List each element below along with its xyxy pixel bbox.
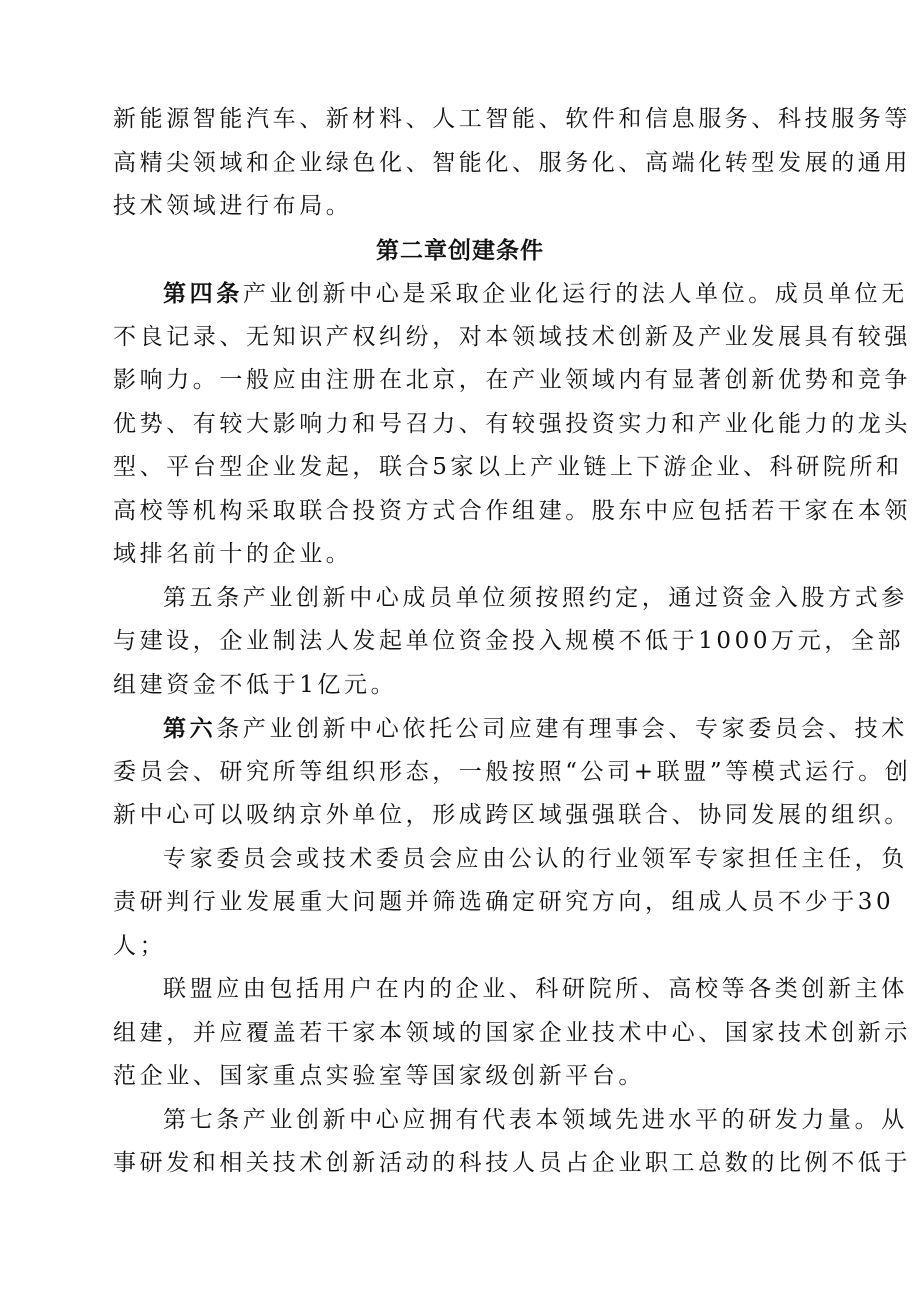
chapter-title: 第二章创建条件 [376,236,544,264]
alliance-paragraph [113,968,911,1099]
text-line: 组建资金不低于1亿元。 [113,671,398,698]
text-line: 范企业、国家重点实验室等国家级创新平台。 [113,1063,645,1089]
text-line: 不良记录、无知识产权纠纷，对本领域技术创新及产业发展具有较强 [113,323,911,350]
text-line: 与建设，企业制法人发起单位资金投入规模不低于1000万元，全部 [113,628,905,654]
text-line: 联盟应由包括用户在内的企业、科研院所、高校等各类创新主体 [163,976,908,1002]
text-line [113,707,908,751]
text-line: 专家委员会或技术委员会应由公认的行业领军专家担任主任，负 [163,845,908,872]
text-line: 影响力。一般应由注册在北京，在产业领域内有显著创新优势和竞争 [113,367,911,393]
text-line: 组建，并应覆盖若干家本领域的国家企业技术中心、国家技术创新示 [113,1019,911,1046]
article-6-paragraph [113,707,912,838]
text-line: 事研发和相关技术创新活动的科技人员占企业职工总数的比例不低于 [113,1150,911,1176]
document-page [113,98,912,1186]
article-7-paragraph [113,1099,911,1186]
text-line [113,272,908,316]
text-line: 第七条产业创新中心应拥有代表本领域先进水平的研发力量。从 [163,1106,908,1133]
text-span: 条产业创新中心依托公司应建有理事会、专家委员会、技术 [216,716,908,742]
text-line: 高精尖领域和企业绿色化、智能化、服务化、高端化转型发展的通用 [113,149,911,176]
intro-paragraph [113,98,911,229]
text-span: 产业创新中心是采取企业化运行的法人单位。成员单位无 [242,281,908,307]
article-5-paragraph [113,577,908,708]
text-line: 人； [113,932,167,959]
article-4-paragraph [113,272,911,577]
text-line: 新中心可以吸纳京外单位，形成跨区域强强联合、协同发展的组织。 [113,802,911,828]
experts-paragraph [113,838,908,969]
text-line: 委员会、研究所等组织形态，一般按照“公司+联盟”等模式运行。创 [113,758,912,785]
text-line: 技术领域进行布局。 [113,193,353,219]
text-line: 责研判行业发展重大问题并筛选确定研究方向，组成人员不少于30 [113,889,895,915]
text-line: 域排名前十的企业。 [113,541,353,567]
text-line: 第五条产业创新中心成员单位须按照约定，通过资金入股方式参 [163,584,908,611]
article-number: 第四条 [163,280,243,307]
text-line: 新能源智能汽车、新材料、人工智能、软件和信息服务、科技服务等 [113,106,911,132]
article-number: 第六 [163,715,217,742]
text-line: 优势、有较大影响力和号召力、有较强投资实力和产业化能力的龙头 [113,410,911,437]
text-line: 型、平台型企业发起，联合5家以上产业链上下游企业、科研院所和 [113,454,903,480]
text-line: 高校等机构采取联合投资方式合作组建。股东中应包括若干家在本领 [113,497,911,524]
